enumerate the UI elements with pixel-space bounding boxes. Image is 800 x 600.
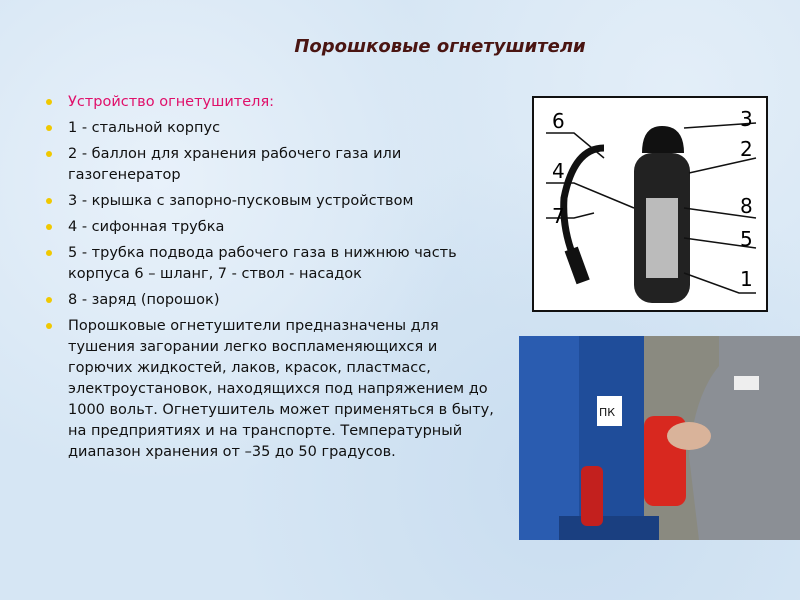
extinguisher-photo [519,336,800,540]
bullet-heading: Устройство огнетушителя: [40,92,500,113]
bullet-item: 2 - баллон для хранения рабочего газа или газогенератор [40,144,500,186]
diagram-label: 8 [740,194,753,218]
extinguisher-diagram [532,96,768,312]
bullet-item: 1 - стальной корпус [40,118,500,139]
diagram-label: 5 [740,227,753,251]
bullet-paragraph: Порошковые огнетушители предназначены для тушения загорании легко воспламеняющихся и горючих жидкостей, лаков, красок, пластмасс, электроустановок, находящихся под напряжением до 1000 вольт. Огнетушитель может применяться в быту, на предприятиях и на транспорте. Температурный диапазон хранения от –35 до 50 градусов. [40,316,500,463]
bullet-item: 3 - крышка с запорно-пусковым устройством [40,191,500,212]
diagram-label: 3 [740,107,753,131]
diagram-label: 6 [552,109,565,133]
bullet-list [40,92,500,468]
bullet-item: 5 - трубка подвода рабочего газа в нижнюю часть корпуса 6 – шланг, 7 - ствол - насадок [40,243,500,285]
diagram-label: 1 [740,267,753,291]
photo-sign: ПК [599,406,616,419]
bullet-item: 4 - сифонная трубка [40,217,500,238]
diagram-label: 2 [740,137,753,161]
diagram-label: 7 [552,204,565,228]
slide-title: Порошковые огнетушители [294,36,586,57]
diagram-label: 4 [552,159,565,183]
bullet-item: 8 - заряд (порошок) [40,290,500,311]
